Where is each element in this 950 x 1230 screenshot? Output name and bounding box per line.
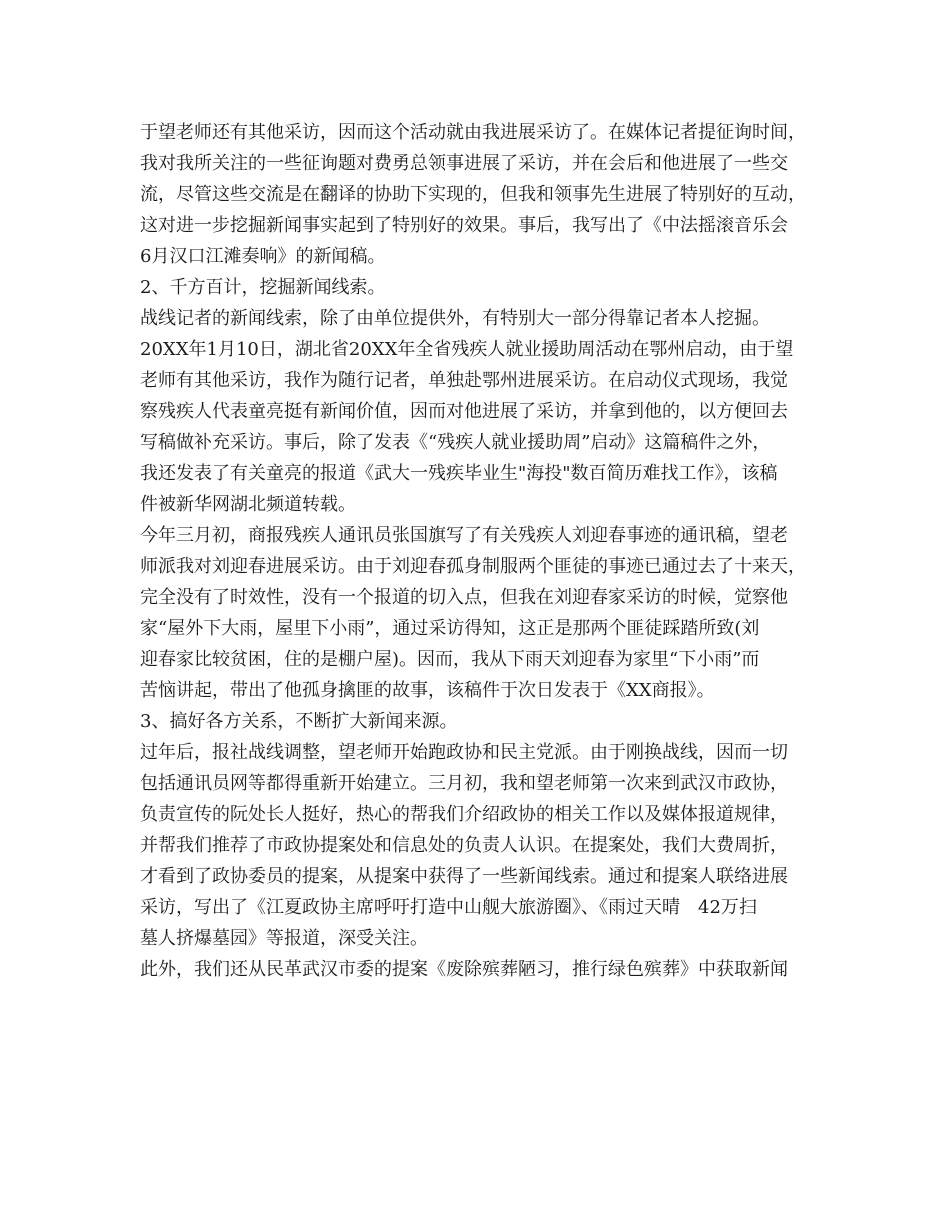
- text-line-12: 我还发表了有关童亮的报道《武大一残疾毕业生"海投"数百简历难找工作》，该稿: [140, 463, 778, 484]
- text-line-22: 包括通讯员网等都得重新开始建立。三月初，我和望老师第一次来到武汉市政协，: [140, 773, 788, 794]
- text-line-17: 家“屋外下大雨，屋里下小雨”，通过采访得知，这正是那两个匪徒踩踏所致(刘: [140, 618, 760, 639]
- text-line-8: 20XX年1月10日，湖北省20XX年全省残疾人就业援助周活动在鄂州启动，由于望: [140, 339, 794, 360]
- text-line-25: 才看到了政协委员的提案，从提案中获得了一些新闻线索。通过和提案人联络进展: [140, 866, 788, 887]
- text-line-2: 我对我所关注的一些征询题对费勇总领事进展了采访，并在会后和他进展了一些交: [140, 153, 788, 174]
- text-line-14: 今年三月初，商报残疾人通讯员张国旗写了有关残疾人刘迎春事迹的通讯稿，望老: [140, 525, 788, 546]
- text-line-28: 此外，我们还从民革武汉市委的提案《废除殡葬陋习，推行绿色殡葬》中获取新闻: [140, 959, 788, 980]
- text-line-4: 这对进一步挖掘新闻事实起到了特别好的效果。事后，我写出了《中法摇滚音乐会: [140, 215, 788, 236]
- text-line-9: 老师有其他采访，我作为随行记者，单独赴鄂州进展采访。在启动仪式现场，我觉: [140, 370, 788, 391]
- text-line-1: 于望老师还有其他采访，因而这个活动就由我进展采访了。在媒体记者提征询时间，: [140, 122, 806, 143]
- body-text: [140, 117, 830, 985]
- text-line-7: 战线记者的新闻线索，除了由单位提供外，有特别大一部分得靠记者本人挖掘。: [140, 308, 770, 329]
- text-line-3: 流，尽管这些交流是在翻译的协助下实现的，但我和领事先生进展了特别好的互动，: [140, 184, 806, 205]
- text-line-27: 墓人挤爆墓园》等报道，深受关注。: [140, 928, 428, 949]
- text-line-18: 迎春家比较贫困，住的是棚户屋)。因而，我从下雨天刘迎春为家里“下小雨”而: [140, 649, 760, 670]
- section-heading-3: 3、搞好各方关系，不断扩大新闻来源。: [140, 711, 458, 732]
- text-line-19: 苦恼讲起，带出了他孤身擒匪的故事，该稿件于次日发表于《XX商报》。: [140, 680, 715, 701]
- text-line-15: 师派我对刘迎春进展采访。由于刘迎春孤身制服两个匪徒的事迹已通过去了十来天，: [140, 556, 806, 577]
- text-line-11: 写稿做补充采访。事后，除了发表《“残疾人就业援助周”启动》这篇稿件之外，: [140, 432, 771, 453]
- text-line-23: 负责宣传的阮处长人挺好，热心的帮我们介绍政协的相关工作以及媒体报道规律，: [140, 804, 788, 825]
- section-heading-2: 2、千方百计，挖掘新闻线索。: [140, 277, 386, 298]
- text-line-21: 过年后，报社战线调整，望老师开始跑政协和民主党派。由于刚换战线，因而一切: [140, 742, 788, 763]
- text-line-24: 并帮我们推荐了市政协提案处和信息处的负责人认识。在提案处，我们大费周折，: [140, 835, 788, 856]
- text-line-26: 采访，写出了《江夏政协主席呼吁打造中山舰大旅游圈》、《雨过天晴 42万扫: [140, 897, 757, 918]
- text-line-16: 完全没有了时效性，没有一个报道的切入点，但我在刘迎春家采访的时候，觉察他: [140, 587, 788, 608]
- text-line-13: 件被新华网湖北频道转载。: [140, 494, 356, 515]
- text-line-10: 察残疾人代表童亮挺有新闻价值，因而对他进展了采访，并拿到他的，以方便回去: [140, 401, 788, 422]
- text-line-5: 6月汉口江滩奏响》的新闻稿。: [140, 246, 386, 267]
